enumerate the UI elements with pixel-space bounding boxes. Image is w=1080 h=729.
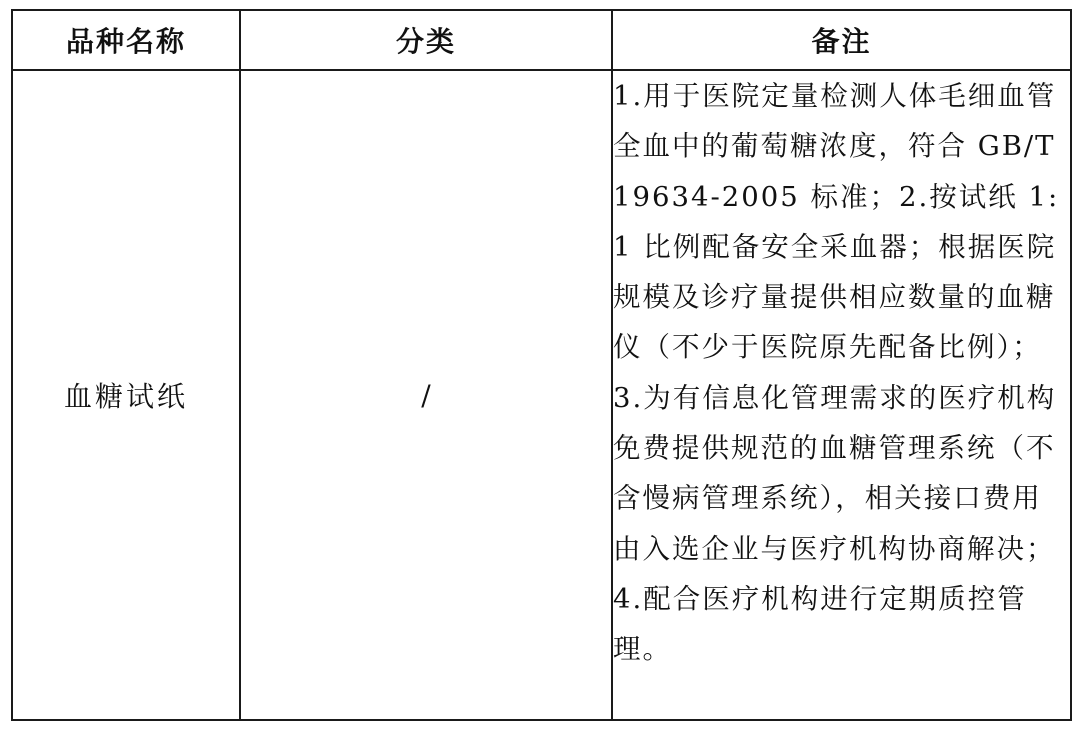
header-product-name: 品种名称 xyxy=(12,10,240,70)
table-header-row xyxy=(12,10,1071,70)
cell-category: / xyxy=(240,70,612,720)
cell-product-name: 血糖试纸 xyxy=(12,70,240,720)
product-table xyxy=(11,9,1072,721)
header-category: 分类 xyxy=(240,10,612,70)
header-remarks: 备注 xyxy=(612,10,1071,70)
cell-remarks: 1.用于医院定量检测人体毛细血管全血中的葡萄糖浓度，符合 GB/T 19634-2005 标准；2.按试纸 1:1 比例配备安全采血器；根据医院规模及诊疗量提供相应数量的血糖仪（不少于医院原先配备比例）；3.为有信息化管理需求的医疗机构免费提供规范的血糖管理系统（不含慢病管理系统），相关接口费用由入选企业与医疗机构协商解决；4.配合医疗机构进行定期质控管理。 xyxy=(612,70,1071,720)
table-row xyxy=(12,70,1071,720)
